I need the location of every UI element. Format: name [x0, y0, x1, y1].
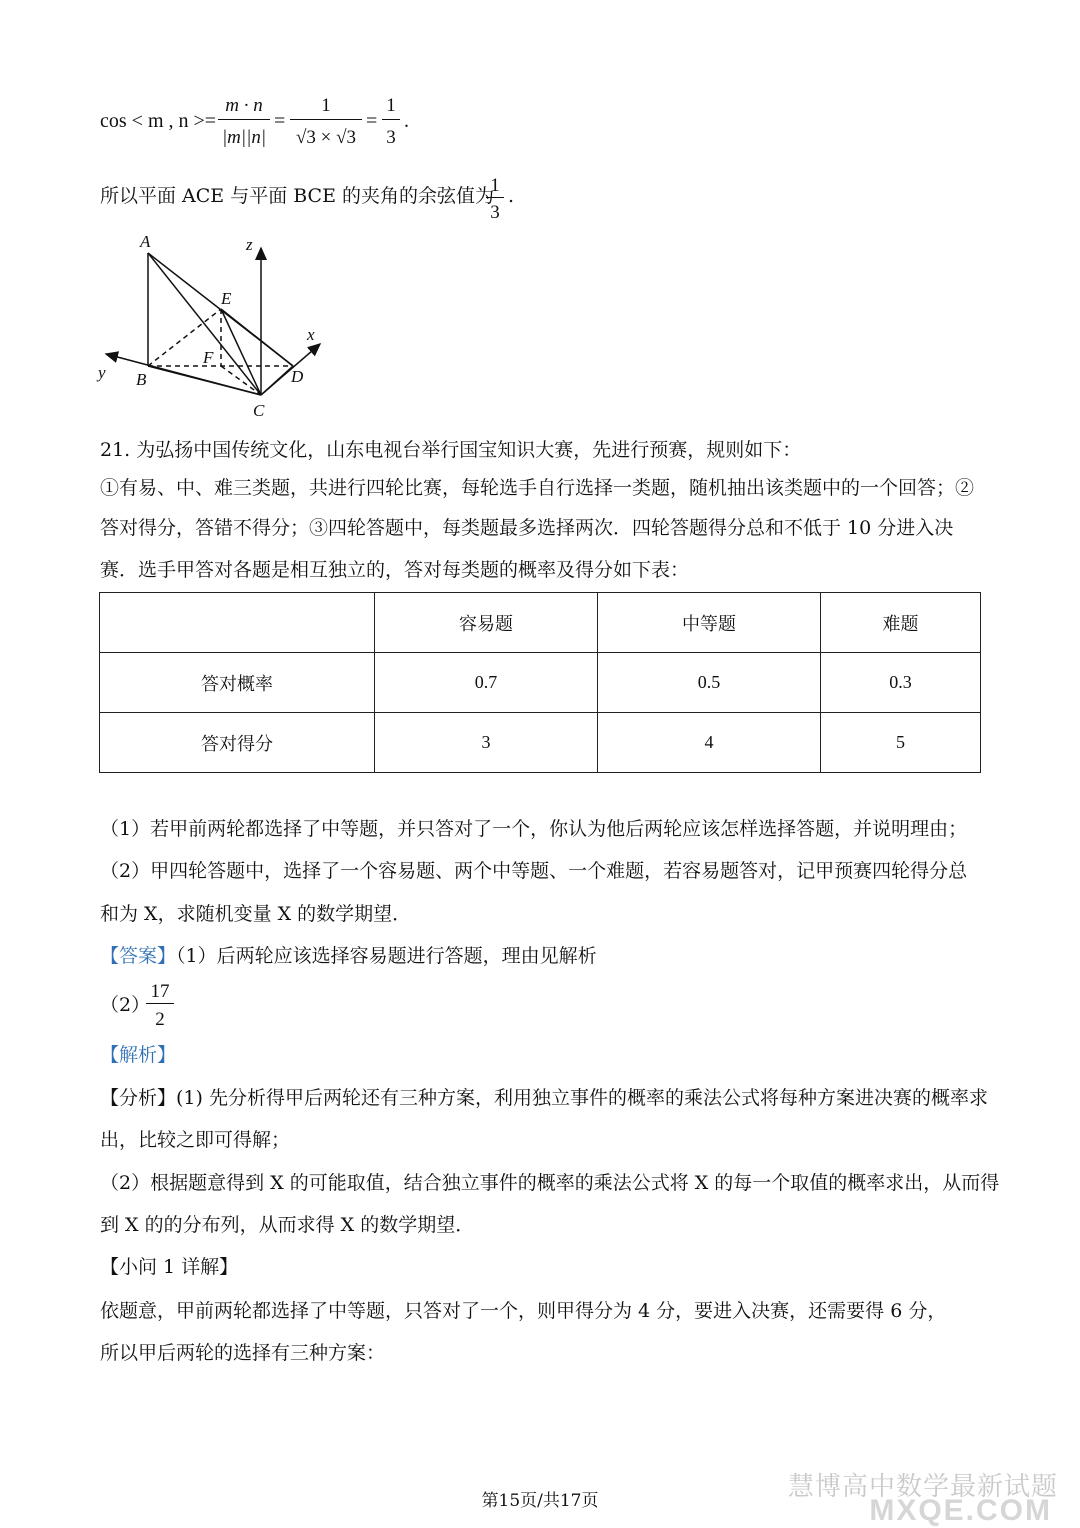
label-z: z	[246, 235, 253, 254]
table-header-cell	[100, 593, 375, 653]
formula-denominator-3: 3	[386, 127, 396, 148]
label-D: D	[291, 367, 304, 386]
table-header-cell: 中等题	[598, 593, 821, 653]
table-cell: 3	[375, 713, 598, 773]
analysis-para-4: 所以甲后两轮的选择有三种方案：	[100, 1342, 386, 1364]
label-A: A	[140, 232, 151, 251]
analysis-tag: 【解析】	[100, 1044, 177, 1066]
answer-tag: 【答案】	[100, 945, 177, 967]
conclusion-denominator: 3	[490, 202, 500, 223]
watermark-site: MXQE.COM	[869, 1494, 1052, 1527]
question-2-line-1: （2）甲四轮答题中，选择了一个容易题、两个中等题、一个难题，若容易题答对，记甲预赛四轮得分总	[100, 860, 968, 882]
formula-numerator-1: m · n	[218, 96, 270, 120]
analysis-para-1b: 出，比较之即可得解；	[100, 1129, 291, 1151]
analysis-para-2a: （2）根据题意得到 X 的可能取值，结合独立事件的概率的乘法公式将 X 的每一个取值的概率求出，从而得	[100, 1172, 1000, 1194]
analysis-para-1a: 【分析】(1) 先分析得甲后两轮还有三种方案，利用独立事件的概率的乘法公式将每种方案进决赛的概率求	[100, 1087, 988, 1109]
geometry-figure	[90, 232, 340, 422]
formula-denominator-1: |m||n|	[221, 127, 267, 148]
analysis-para-2b: 到 X 的的分布列，从而求得 X 的数学期望．	[100, 1214, 475, 1236]
label-B: B	[136, 370, 147, 389]
table-cell: 答对概率	[100, 653, 375, 713]
answer-2-denominator: 2	[155, 1009, 165, 1030]
answer-1: （1）后两轮应该选择容易题进行答题，理由见解析	[176, 945, 597, 967]
analysis-para-3: 依题意，甲前两轮都选择了中等题，只答对了一个，则甲得分为 4 分，要进入决赛，还需要得 6 分，	[100, 1300, 947, 1322]
label-y: y	[98, 363, 106, 382]
question-1: （1）若甲前两轮都选择了中等题，并只答对了一个，你认为他后两轮应该怎样选择答题，并说明理由；	[100, 818, 968, 840]
watermark-text: 慧博高中数学最新试题	[787, 1472, 1058, 1502]
label-E: E	[221, 289, 232, 308]
page-number: 第15页/共17页	[481, 1491, 599, 1511]
problem-rule-2: 答对得分，答错不得分；③四轮答题中，每类题最多选择两次．四轮答题得分总和不低于 10 分进入决	[100, 517, 954, 539]
formula-lhs: cos < m , n >=	[100, 110, 217, 132]
formula-denominator-2: √3 × √3	[295, 127, 357, 148]
table-header-cell: 容易题	[375, 593, 598, 653]
label-C: C	[253, 401, 265, 420]
conclusion-text: 所以平面 ACE 与平面 BCE 的夹角的余弦值为	[100, 185, 495, 207]
table-cell: 0.7	[375, 653, 598, 713]
table-cell: 5	[821, 713, 981, 773]
table-header-row	[100, 593, 981, 653]
answer-2-numerator: 17	[146, 982, 174, 1004]
formula-numerator-2: 1	[290, 96, 362, 120]
table-cell: 0.5	[598, 653, 821, 713]
problem-rule-1: ①有易、中、难三类题，共进行四轮比赛，每轮选手自行选择一类题，随机抽出该类题中的一个回答；②	[100, 477, 975, 499]
question-2-line-2: 和为 X，求随机变量 X 的数学期望．	[100, 903, 412, 925]
answer-2-prefix: （2）	[100, 994, 151, 1016]
table-cell: 4	[598, 713, 821, 773]
table-row	[100, 713, 981, 773]
probability-table	[99, 592, 981, 773]
table-cell: 答对得分	[100, 713, 375, 773]
conclusion-numerator: 1	[486, 176, 504, 198]
answer-line-1	[100, 947, 597, 966]
label-x: x	[307, 325, 315, 344]
problem-stem: 21. 为弘扬中国传统文化，山东电视台举行国宝知识大赛，先进行预赛，规则如下：	[100, 439, 802, 461]
table-row	[100, 653, 981, 713]
label-F: F	[203, 348, 214, 367]
table-cell: 0.3	[821, 653, 981, 713]
table-header-cell: 难题	[821, 593, 981, 653]
problem-rule-3: 赛．选手甲答对各题是相互独立的，答对每类题的概率及得分如下表：	[100, 559, 690, 581]
sub-question-1-heading: 【小问 1 详解】	[100, 1256, 239, 1278]
formula-numerator-3: 1	[382, 96, 400, 120]
